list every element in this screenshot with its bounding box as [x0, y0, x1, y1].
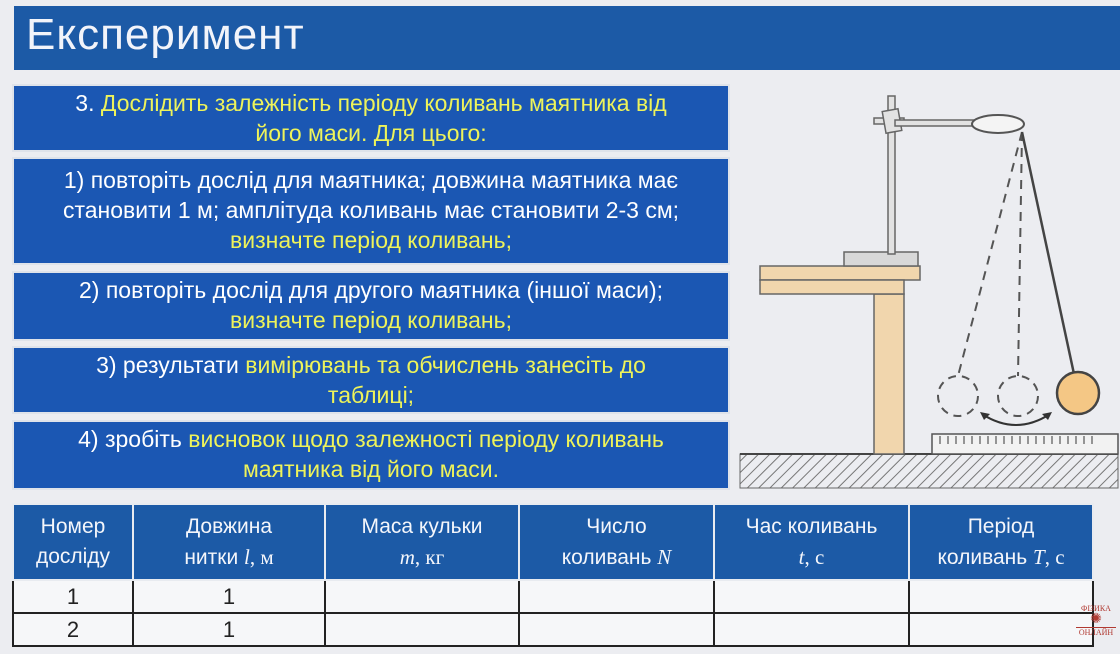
slide-title: Експеримент — [26, 10, 305, 59]
step-4-line-1b: висновок щодо залежності періоду коливань — [188, 426, 664, 452]
header-0-bottom: досліду — [35, 545, 111, 568]
step-1-line-2: становити 1 м; амплітуда коливань має становити 2-3 см; — [62, 197, 680, 223]
task-box — [12, 84, 730, 152]
header-4-top: Час коливань — [745, 514, 878, 538]
step-1-line-1: 1) повторіть дослід для маятника; довжина маятника має — [63, 167, 679, 193]
step-4-line-1a: 4) зробіть — [78, 426, 189, 452]
step-2-box — [12, 271, 730, 341]
table-row — [13, 613, 1093, 646]
pendulum-string-ghost-2 — [1018, 132, 1022, 376]
header-ball-mass — [325, 504, 519, 580]
table-cell[interactable] — [519, 580, 714, 613]
header-oscillation-count — [519, 504, 714, 580]
step-3-line-2: таблиці; — [327, 382, 415, 408]
header-5-text: коливань — [937, 545, 1034, 569]
logo-bottom-text: ОНЛАЙН — [1076, 627, 1116, 637]
step-4-box — [12, 420, 730, 490]
step-2-line-2: визначте період коливань; — [230, 307, 512, 333]
step-3-line-1b: вимірювань та обчислень занесіть до — [245, 352, 646, 378]
header-2-symbol: m — [399, 544, 415, 569]
pendulum-bob-ghost-2 — [998, 376, 1038, 416]
step-3-box — [12, 346, 730, 414]
pendulum-bob — [1057, 372, 1099, 414]
table-top — [760, 266, 920, 280]
header-4-symbol: t — [798, 544, 805, 569]
table-cell[interactable]: 1 — [133, 580, 325, 613]
header-5-unit: , с — [1044, 544, 1065, 569]
physics-online-logo — [1076, 604, 1116, 650]
header-3-symbol: N — [657, 544, 672, 569]
task-text-2: його маси. Для цього: — [255, 120, 487, 146]
task-text-1: Дослідить залежність періоду коливань маятника від — [100, 90, 667, 116]
header-0-top: Номер — [40, 515, 106, 538]
header-thread-length — [133, 504, 325, 580]
header-experiment-number — [13, 504, 133, 580]
ruler — [932, 434, 1118, 454]
table-header-row — [13, 504, 1093, 580]
table-cell[interactable] — [909, 580, 1093, 613]
logo-top-text: ФІЗИКА — [1081, 604, 1111, 613]
header-1-symbol: l — [244, 544, 250, 569]
table-cell[interactable] — [909, 613, 1093, 646]
title-bar — [14, 6, 1120, 70]
step-2-line-1: 2) повторіть дослід для другого маятника (іншої маси); — [79, 277, 663, 303]
clamp-ring — [972, 115, 1024, 133]
table-cell[interactable] — [519, 613, 714, 646]
table-cell[interactable]: 1 — [133, 613, 325, 646]
header-2-top: Маса кульки — [361, 514, 483, 538]
header-3-top: Число — [586, 514, 647, 538]
pendulum-illustration — [736, 80, 1120, 492]
step-1-box — [12, 157, 730, 265]
atom-icon: ✺ — [1090, 612, 1102, 627]
clamp-arm — [895, 120, 975, 126]
table-row — [13, 580, 1093, 613]
table-cell[interactable] — [714, 580, 909, 613]
step-1-line-3: визначте період коливань; — [230, 227, 512, 253]
table-cell[interactable]: 1 — [13, 580, 133, 613]
pendulum-bob-ghost-1 — [938, 376, 978, 416]
header-2-unit: , кг — [414, 544, 445, 569]
step-4-line-2: маятника від його маси. — [242, 456, 500, 482]
stand-base — [844, 252, 918, 266]
measurement-table — [12, 503, 1094, 647]
header-5-top: Період — [967, 514, 1035, 538]
table-cell[interactable] — [325, 580, 519, 613]
table-cell[interactable] — [325, 613, 519, 646]
table-cell[interactable] — [714, 613, 909, 646]
pendulum-string-ghost-1 — [958, 132, 1022, 376]
header-period — [909, 504, 1093, 580]
header-oscillation-time — [714, 504, 909, 580]
pendulum-string — [1022, 132, 1074, 374]
header-1-unit: , м — [249, 544, 274, 569]
header-1-text: нитки — [184, 545, 245, 569]
table-leg — [874, 294, 904, 454]
header-1-top: Довжина — [185, 514, 273, 538]
header-4-unit: , с — [804, 544, 825, 569]
task-number: 3. — [75, 90, 101, 116]
step-3-line-1a: 3) результати — [96, 352, 246, 378]
table-cell[interactable]: 2 — [13, 613, 133, 646]
floor — [740, 454, 1118, 488]
header-5-symbol: T — [1033, 544, 1045, 569]
header-3-text: коливань — [561, 545, 658, 569]
